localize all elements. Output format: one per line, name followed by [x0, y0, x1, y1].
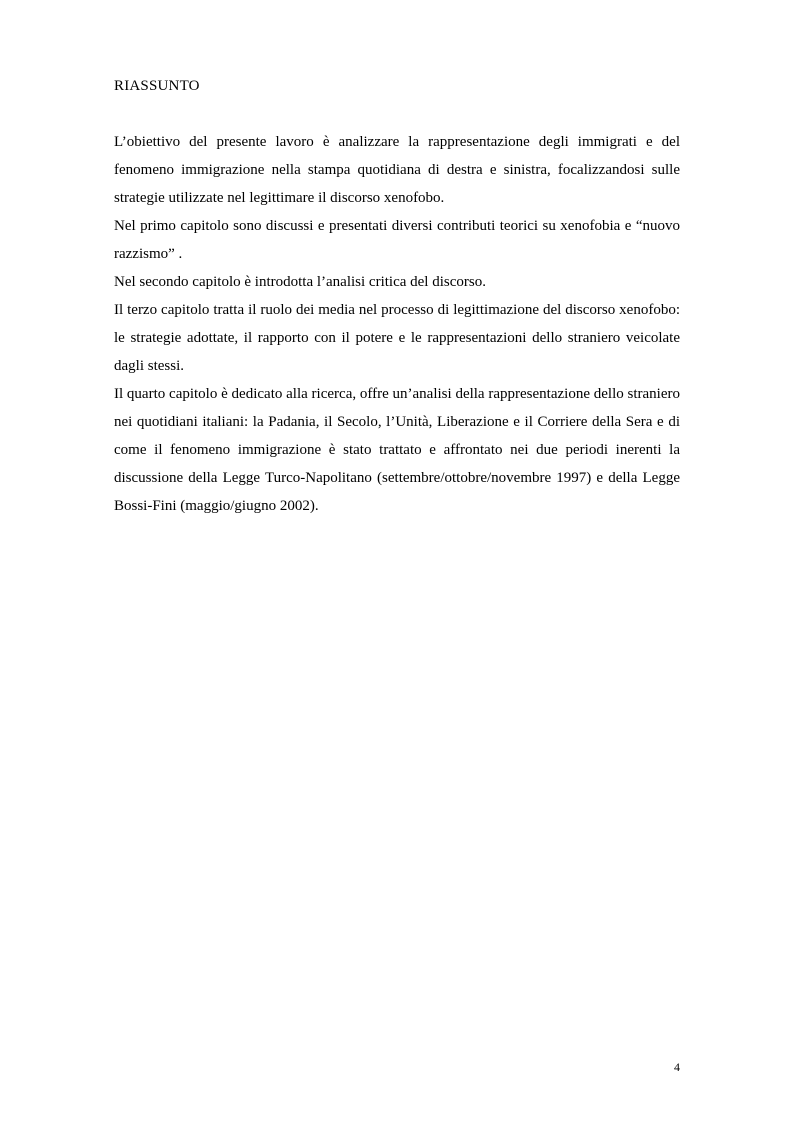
- paragraph-chapter-2: Nel secondo capitolo è introdotta l’analisi critica del discorso.: [114, 274, 486, 290]
- page-title: RIASSUNTO: [114, 78, 200, 94]
- paragraph-chapter-3: Il terzo capitolo tratta il ruolo dei media nel processo di legittimazione del discorso xenofobo: le strategie adottate, il rapporto con il potere e le rappresentazioni dello straniero veicolate dagli stessi.: [114, 302, 680, 374]
- summary-body: [114, 128, 680, 520]
- paragraph-chapter-4: Il quarto capitolo è dedicato alla ricerca, offre un’analisi della rappresentazione dello straniero nei quotidiani italiani: la Padania, il Secolo, l’Unità, Liberazione e il Corriere della Sera e di come il fenomeno immigrazione è stato trattato e affrontato nei due periodi inerenti la discussione della Legge Turco-Napolitano (settembre/ottobre/novembre 1997) e della Legge Bossi-Fini (maggio/giugno 2002).: [114, 386, 680, 514]
- paragraph-objective: L’obiettivo del presente lavoro è analizzare la rappresentazione degli immigrati e del fenomeno immigrazione nella stampa quotidiana di destra e sinistra, focalizzandosi sulle strategie utilizzate nel legittimare il discorso xenofobo.: [114, 134, 680, 206]
- page-number: 4: [674, 1060, 680, 1074]
- paragraph-chapter-1: Nel primo capitolo sono discussi e presentati diversi contributi teorici su xenofobia e “nuovo razzismo” .: [114, 218, 680, 262]
